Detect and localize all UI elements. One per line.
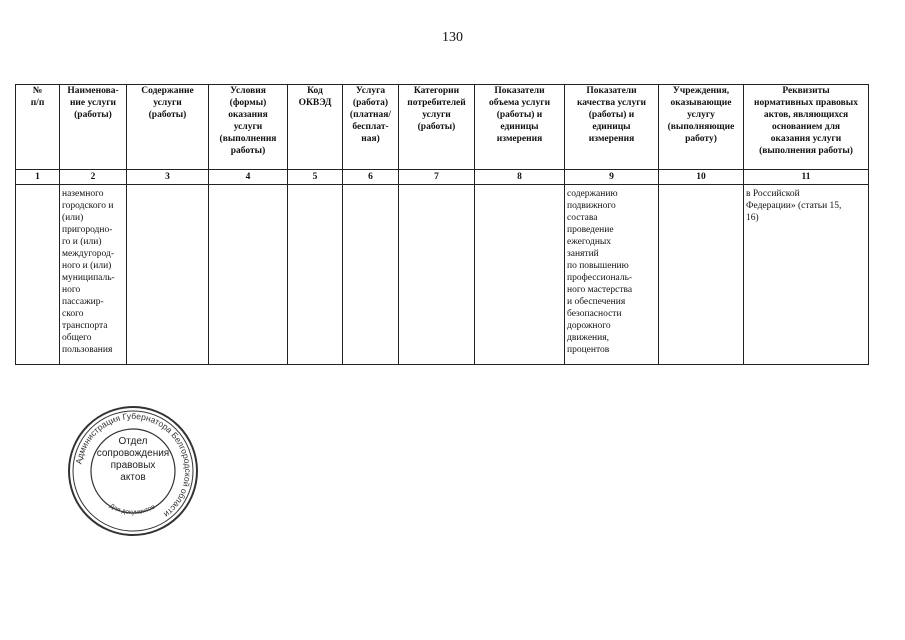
header-row <box>16 85 869 170</box>
table-cell-content <box>127 185 209 365</box>
column-number: 3 <box>127 170 209 185</box>
column-number-row <box>16 170 869 185</box>
column-number: 6 <box>343 170 399 185</box>
header-cell-content: Содержание услуги (работы) <box>127 85 209 170</box>
table-cell-legal-acts: в Российской Федерации» (статьи 15, 16) <box>744 185 869 365</box>
stamp-center-line: актов <box>120 472 146 483</box>
table-cell-conditions <box>209 185 288 365</box>
column-number: 8 <box>475 170 565 185</box>
header-cell-institutions: Учреждения, оказывающие услугу (выполняющие работу) <box>659 85 744 170</box>
header-cell-num: № п/п <box>16 85 60 170</box>
stamp-center-line: сопровождения <box>96 448 170 459</box>
table-cell-num <box>16 185 60 365</box>
table-row <box>16 185 869 365</box>
stamp-ring-text: Администрация Губернатора Белгородской области <box>73 410 194 520</box>
header-cell-name: Наименова- ние услуги (работы) <box>60 85 127 170</box>
header-cell-consumers: Категории потребителей услуги (работы) <box>399 85 475 170</box>
header-cell-legal-acts: Реквизиты нормативных правовых актов, являющихся основанием для оказания услуги (выполнения работы) <box>744 85 869 170</box>
header-cell-quality: Показатели качества услуги (работы) и единицы измерения <box>565 85 659 170</box>
column-number: 2 <box>60 170 127 185</box>
header-cell-volume: Показатели объема услуги (работы) и единицы измерения <box>475 85 565 170</box>
table-cell-institutions <box>659 185 744 365</box>
column-number: 9 <box>565 170 659 185</box>
table-cell-paid <box>343 185 399 365</box>
column-number: 11 <box>744 170 869 185</box>
table-cell-okved <box>288 185 343 365</box>
column-number: 4 <box>209 170 288 185</box>
services-table <box>15 84 869 365</box>
header-cell-okved: Код ОКВЭД <box>288 85 343 170</box>
stamp-center-line: Отдел <box>118 436 148 447</box>
header-cell-paid: Услуга (работа) (платная/ бесплат- ная) <box>343 85 399 170</box>
column-number: 10 <box>659 170 744 185</box>
stamp-center-text <box>66 436 200 484</box>
official-stamp <box>66 404 200 538</box>
column-number: 5 <box>288 170 343 185</box>
column-number: 7 <box>399 170 475 185</box>
table-cell-consumers <box>399 185 475 365</box>
stamp-center-line: правовых <box>110 460 156 471</box>
stamp-bottom-text: Для документов <box>108 502 157 517</box>
column-number: 1 <box>16 170 60 185</box>
table-cell-quality: содержанию подвижного состава проведение ежегодных занятий по повышению профессиональ- ного мастерства и обеспечения безопасности дорожного движения, процентов <box>565 185 659 365</box>
table-cell-name: наземного городского и (или) пригородно- го и (или) междугород- ного и (или) муниципаль- ного пассажир- ского транспорта общего пользования <box>60 185 127 365</box>
header-cell-conditions: Условия (формы) оказания услуги (выполнения работы) <box>209 85 288 170</box>
page-number: 130 <box>442 30 463 45</box>
table-cell-volume <box>475 185 565 365</box>
